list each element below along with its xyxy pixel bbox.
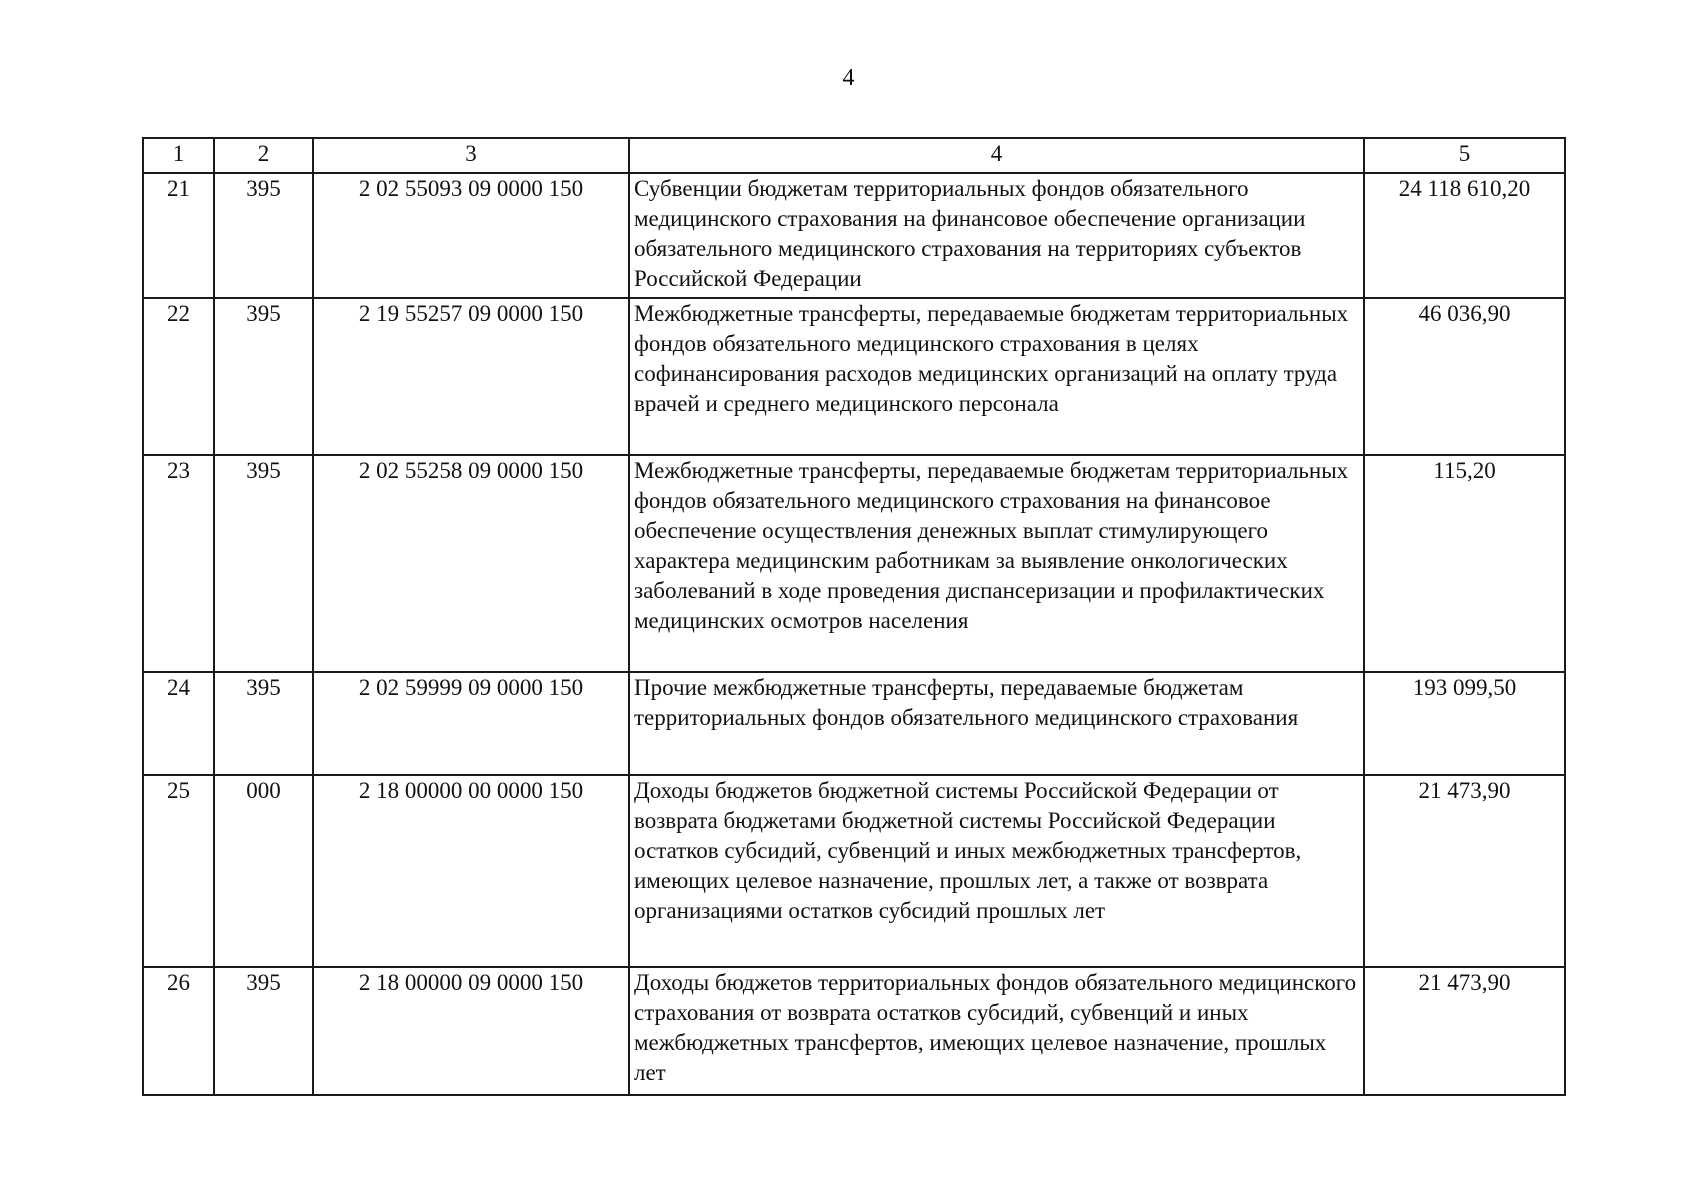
- column-header-5: 5: [1364, 138, 1565, 173]
- admin-code-cell: 395: [214, 298, 313, 455]
- amount-cell: 193 099,50: [1364, 672, 1565, 775]
- column-header-1: 1: [143, 138, 214, 173]
- table-row: [143, 173, 1565, 298]
- budget-classification-code-cell: 2 18 00000 09 0000 150: [313, 967, 629, 1095]
- amount-cell: 21 473,90: [1364, 775, 1565, 967]
- table-row: [143, 298, 1565, 455]
- budget-classification-code-cell: 2 02 55093 09 0000 150: [313, 173, 629, 298]
- budget-classification-code-cell: 2 02 59999 09 0000 150: [313, 672, 629, 775]
- row-number-cell: 24: [143, 672, 214, 775]
- admin-code-cell: 395: [214, 173, 313, 298]
- admin-code-cell: 395: [214, 967, 313, 1095]
- amount-cell: 115,20: [1364, 455, 1565, 672]
- table-row: [143, 672, 1565, 775]
- revenue-description-cell: Межбюджетные трансферты, передаваемые бюджетам территориальных фондов обязательного медицинского страхования в целях софинансирования расходов медицинских организаций на оплату труда врачей и среднего медицинского персонала: [629, 298, 1364, 455]
- amount-cell: 46 036,90: [1364, 298, 1565, 455]
- row-number-cell: 21: [143, 173, 214, 298]
- revenue-description-cell: Прочие межбюджетные трансферты, передаваемые бюджетам территориальных фондов обязательного медицинского страхования: [629, 672, 1364, 775]
- amount-cell: 21 473,90: [1364, 967, 1565, 1095]
- table-header-row: [143, 138, 1565, 173]
- column-header-2: 2: [214, 138, 313, 173]
- page-number: 4: [842, 65, 855, 91]
- row-number-cell: 25: [143, 775, 214, 967]
- budget-classification-code-cell: 2 18 00000 00 0000 150: [313, 775, 629, 967]
- admin-code-cell: 395: [214, 672, 313, 775]
- table-row: [143, 775, 1565, 967]
- row-number-cell: 23: [143, 455, 214, 672]
- table-row: [143, 967, 1565, 1095]
- admin-code-cell: 000: [214, 775, 313, 967]
- column-header-3: 3: [313, 138, 629, 173]
- row-number-cell: 22: [143, 298, 214, 455]
- budget-revenue-table: [142, 137, 1566, 1096]
- column-header-4: 4: [629, 138, 1364, 173]
- revenue-description-cell: Субвенции бюджетам территориальных фондов обязательного медицинского страхования на финансовое обеспечение организации обязательного медицинского страхования на территориях субъектов Российской Федерации: [629, 173, 1364, 298]
- revenue-description-cell: Доходы бюджетов территориальных фондов обязательного медицинского страхования от возврата остатков субсидий, субвенций и иных межбюджетных трансфертов, имеющих целевое назначение, прошлых лет: [629, 967, 1364, 1095]
- row-number-cell: 26: [143, 967, 214, 1095]
- table-row: [143, 455, 1565, 672]
- amount-cell: 24 118 610,20: [1364, 173, 1565, 298]
- budget-classification-code-cell: 2 02 55258 09 0000 150: [313, 455, 629, 672]
- admin-code-cell: 395: [214, 455, 313, 672]
- revenue-description-cell: Доходы бюджетов бюджетной системы Российской Федерации от возврата бюджетами бюджетной системы Российской Федерации остатков субсидий, субвенций и иных межбюджетных трансфертов, имеющих целевое назначение, прошлых лет, а также от возврата организациями остатков субсидий прошлых лет: [629, 775, 1364, 967]
- revenue-description-cell: Межбюджетные трансферты, передаваемые бюджетам территориальных фондов обязательного медицинского страхования на финансовое обеспечение осуществления денежных выплат стимулирующего характера медицинским работникам за выявление онкологических заболеваний в ходе проведения диспансеризации и профилактических медицинских осмотров населения: [629, 455, 1364, 672]
- budget-classification-code-cell: 2 19 55257 09 0000 150: [313, 298, 629, 455]
